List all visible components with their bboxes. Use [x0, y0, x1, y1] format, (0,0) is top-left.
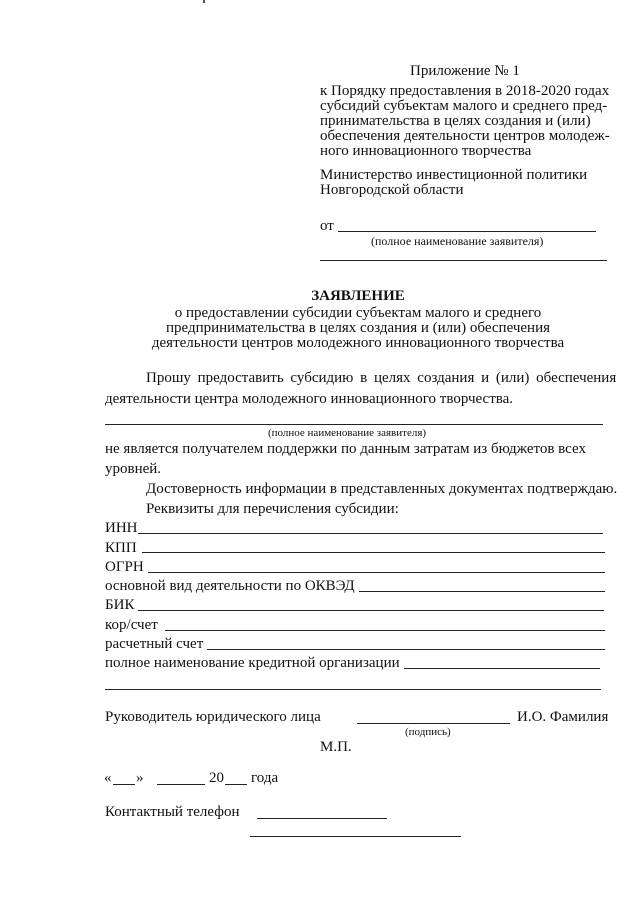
- ministry-line-2: Новгородской области: [320, 182, 464, 198]
- kor-field[interactable]: [165, 630, 605, 631]
- title-sub-3: деятельности центров молодежного инновационного творчества: [151, 335, 565, 351]
- bik-field[interactable]: [138, 610, 604, 611]
- head-name: И.О. Фамилия: [517, 709, 609, 725]
- ref-line-2: субсидий субъектам малого и среднего пред-: [320, 98, 608, 114]
- from-label: от: [320, 218, 334, 234]
- date-day-field[interactable]: [113, 784, 135, 785]
- document-title: ЗАЯВЛЕНИЕ: [311, 288, 405, 304]
- head-label: Руководитель юридического лица: [105, 709, 321, 725]
- ref-line-4: обеспечения деятельности центров молодеж-: [320, 128, 610, 144]
- inn-field[interactable]: [138, 533, 603, 534]
- contact-label: Контактный телефон: [105, 804, 240, 820]
- signature-caption: (подпись): [405, 726, 451, 738]
- date-year-word: года: [251, 770, 279, 786]
- date-close-quote: »: [136, 770, 144, 786]
- bank-field[interactable]: [404, 668, 600, 669]
- bank-label: полное наименование кредитной организации: [105, 655, 400, 671]
- title-sub-1: о предоставлении субсидии субъектам малого и среднего: [174, 305, 542, 321]
- inn-label: ИНН: [105, 520, 138, 536]
- bik-label: БИК: [105, 597, 135, 613]
- from-field-2[interactable]: [320, 260, 607, 261]
- para2-line2: уровней.: [105, 461, 162, 477]
- ref-line-3: принимательства в целях создания и (или): [320, 113, 591, 129]
- okved-label: основной вид деятельности по ОКВЭД: [105, 578, 355, 594]
- account-field[interactable]: [207, 649, 605, 650]
- bank-field-2[interactable]: [105, 689, 601, 690]
- ref-line-5: ного инновационного творчества: [320, 143, 532, 159]
- kpp-label: КПП: [105, 540, 137, 556]
- para1-line2: деятельности центра молодежного инновационного творчества.: [105, 391, 514, 407]
- scan-mark: [203, 0, 205, 3]
- date-month-field[interactable]: [157, 784, 205, 785]
- kor-label: кор/счет: [105, 617, 158, 633]
- contact-field[interactable]: [257, 818, 387, 819]
- appendix-label: Приложение № 1: [410, 63, 520, 79]
- account-label: расчетный счет: [105, 636, 204, 652]
- ogrn-field[interactable]: [148, 572, 605, 573]
- applicant-field[interactable]: [105, 424, 603, 425]
- requisites-title: Реквизиты для перечисления субсидии:: [146, 501, 399, 517]
- stamp-label: М.П.: [320, 739, 352, 755]
- okved-field[interactable]: [359, 591, 605, 592]
- title-sub-2: предпринимательства в целях создания и (или) обеспечения: [165, 320, 551, 336]
- para1-line1: Прошу предоставить субсидию в целях создания и (или) обеспечения: [146, 370, 617, 386]
- from-caption: (полное наименование заявителя): [371, 234, 544, 248]
- date-open-quote: «: [104, 770, 112, 786]
- ogrn-label: ОГРН: [105, 559, 144, 575]
- applicant-caption: (полное наименование заявителя): [268, 427, 427, 439]
- ministry-line-1: Министерство инвестиционной политики: [320, 167, 588, 183]
- ref-line-1: к Порядку предоставления в 2018-2020 годах: [320, 83, 610, 99]
- confirm-text: Достоверность информации в представленных документах подтверждаю.: [146, 481, 618, 497]
- contact-field-2[interactable]: [250, 836, 461, 837]
- signature-field[interactable]: [357, 723, 510, 724]
- date-year-field[interactable]: [225, 784, 247, 785]
- date-year-prefix: 20: [209, 770, 224, 786]
- from-field[interactable]: [338, 231, 596, 232]
- kpp-field[interactable]: [142, 552, 605, 553]
- para2-line1: не является получателем поддержки по данным затратам из бюджетов всех: [105, 441, 586, 457]
